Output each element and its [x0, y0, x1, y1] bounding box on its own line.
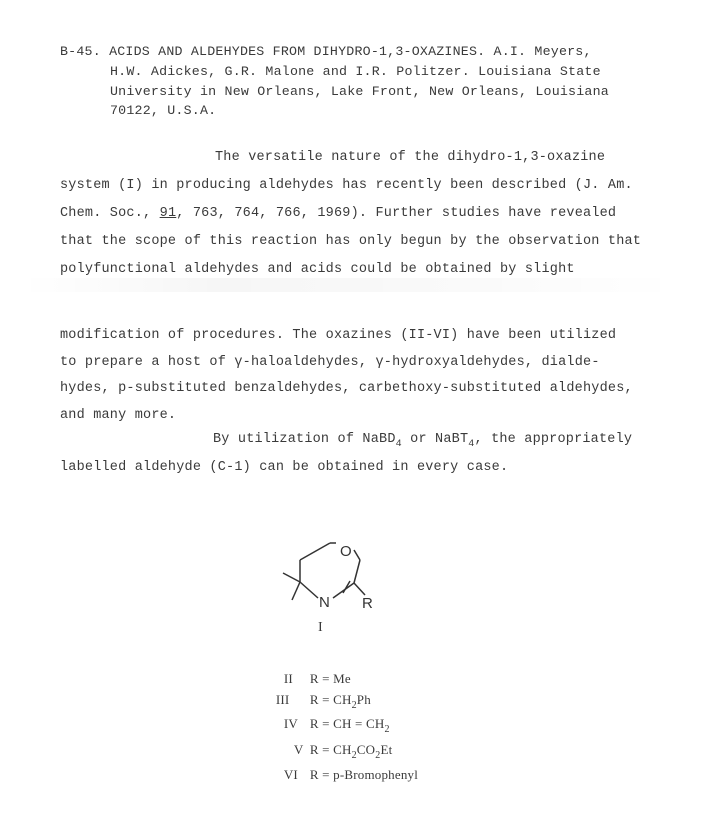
body-line: modification of procedures. The oxazines (II-VI) have been utilized	[60, 328, 617, 343]
journal-abbrev: Chem. Soc.,	[60, 206, 152, 221]
body-line: and many more.	[60, 408, 177, 423]
body-line: system (I) in producing aldehydes has recently been described (J. Am.	[60, 178, 633, 193]
header-line: H.W. Adickes, G.R. Malone and I.R. Politzer. Louisiana State	[110, 64, 601, 79]
gamma-symbol: γ	[375, 355, 384, 370]
body-line: hydes, p-substituted benzaldehydes, carbethoxy-substituted aldehydes,	[60, 381, 633, 396]
atom-oxygen: O	[340, 543, 352, 560]
compound-row: III $R = CH_2Ph$	[275, 692, 371, 711]
gamma-symbol: γ	[234, 355, 243, 370]
header-line: University in New Orleans, Lake Front, New Orleans, Louisiana	[110, 84, 609, 99]
compound-row: VI R = p-Bromophenyl	[283, 767, 419, 782]
atom-r-group: R	[362, 595, 373, 612]
citation-pages: , 763, 764, 766, 1969). Further studies have revealed	[176, 206, 617, 221]
compound-row: IV R = CH = $CH_2$	[283, 716, 390, 735]
header-line: 70122, U.S.A.	[110, 103, 217, 118]
body-line: By utilization of NaBD$_4$ or NaBT$_4$, the appropriately	[213, 432, 633, 450]
body-line: that the scope of this reaction has only begun by the observation that	[60, 234, 642, 249]
compound-row: II R = Me	[283, 671, 351, 686]
ring-bonds	[283, 543, 365, 600]
body-line: polyfunctional aldehydes and acids could be obtained by slight	[60, 262, 575, 277]
body-line: labelled aldehyde (C-1) can be obtained in every case.	[60, 460, 509, 475]
body-line: to prepare a host of γ-haloaldehydes, γ-hydroxyaldehydes, dialde-	[60, 355, 600, 370]
atom-nitrogen: N	[319, 594, 330, 611]
body-line: The versatile nature of the dihydro-1,3-oxazine	[215, 150, 606, 165]
structure-label: I	[318, 620, 323, 635]
header-line: B-45. ACIDS AND ALDEHYDES FROM DIHYDRO-1,3-OXAZINES. A.I. Meyers,	[60, 44, 592, 59]
journal-volume: 91	[159, 206, 177, 221]
compound-row: V $R = CH_2CO_2Et$	[293, 742, 393, 761]
